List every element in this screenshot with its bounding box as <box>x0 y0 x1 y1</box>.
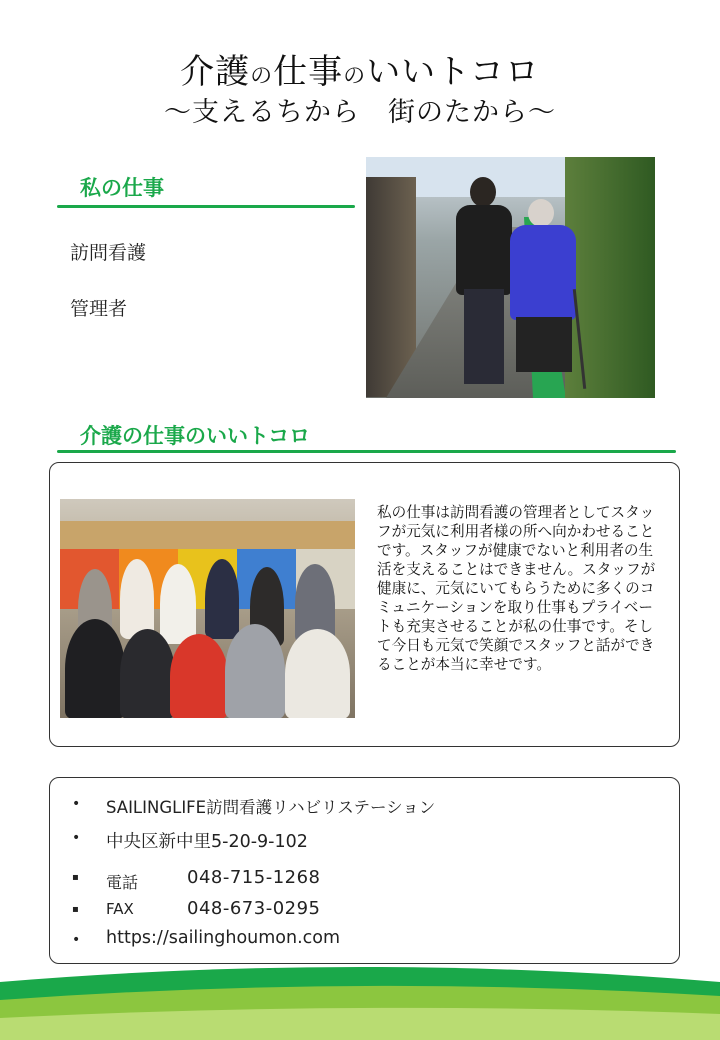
tel-number: 048-715-1268 <box>187 867 321 888</box>
section-heading-my-job: 私の仕事 <box>80 176 164 200</box>
section-divider <box>57 450 676 453</box>
walking-photo <box>366 157 655 398</box>
bullet: ▪ <box>72 904 79 915</box>
bullet: • <box>72 932 81 948</box>
section-divider <box>57 205 355 208</box>
title-block <box>0 52 720 129</box>
bullet: • <box>72 830 81 846</box>
section-heading-good-points: 介護の仕事のいいトコロ <box>80 424 311 448</box>
page-title: 介護の仕事のいいトコロ <box>180 52 540 92</box>
fax-number: 048-673-0295 <box>187 898 321 919</box>
company-name: SAILINGLIFE訪問看護リハビリステーション <box>106 798 436 817</box>
page-subtitle: ～支えるちから 街のたから～ <box>164 97 556 128</box>
footer-wave-decoration <box>0 960 720 1040</box>
address: 中央区新中里5-20-9-102 <box>106 832 308 852</box>
fax-label: FAX <box>106 900 134 918</box>
website-link[interactable]: https://sailinghoumon.com <box>106 928 341 948</box>
story-text: 私の仕事は訪問看護の管理者としてスタッフが元気に利用者様の所へ向かわせることです。スタッフが健康でないと利用者の生活を支えることはできません。スタッフが健康に、元気にいてもらうために多くのコミュニケーションを取り仕事もプライベートも充実させることが私の仕事です。そして今日も元気で笑顔でスタッフと話ができることが本当に幸せです。 <box>377 504 656 673</box>
job-item: 管理者 <box>70 298 128 320</box>
bullet: • <box>72 796 81 812</box>
bullet: ▪ <box>72 872 79 883</box>
staff-group-photo <box>60 499 355 718</box>
tel-label: 電話 <box>106 873 139 892</box>
job-item: 訪問看護 <box>70 242 147 264</box>
